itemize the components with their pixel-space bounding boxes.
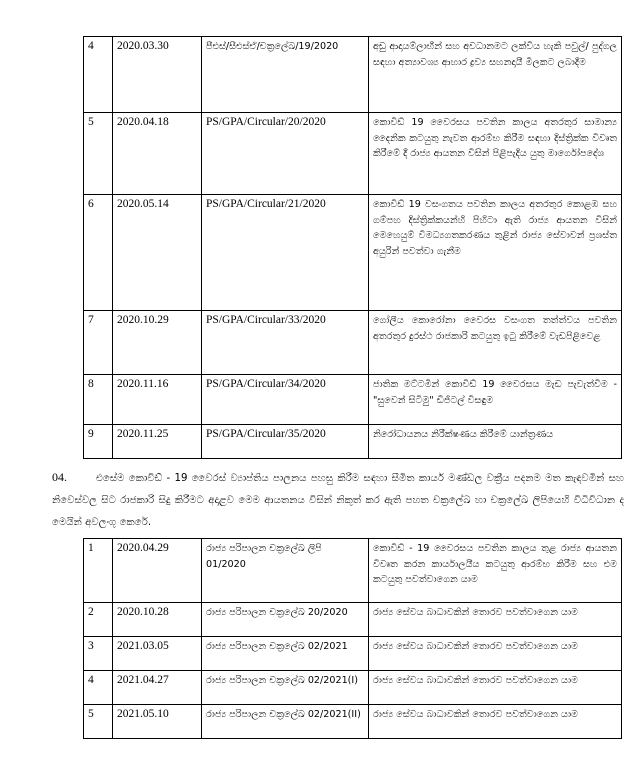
row-description: කොවිඩ් 19 වසංගතය පවතින කාලය අතරතුර කොළඹ සහ ගම්පහ දිස්ත්‍රික්කයන්හි පිහිටා ඇති රාජ්‍ය ආයතන විසින් මෙහෙයුම් විමධ්‍යගතකරණය තුළින් රාජ්‍ය සේවාවන් ප්‍රශස්ත අයුරින් පවත්වා ගැනීම	[369, 195, 622, 311]
table-row	[84, 637, 622, 671]
row-reference: රාජ්‍ය පරිපාලන චක්‍රලේඛ 20/2020	[202, 603, 369, 637]
row-date: 2020.10.28	[113, 603, 202, 637]
row-date: 2020.04.29	[113, 539, 202, 603]
circulars-table-1	[83, 36, 622, 459]
table-row	[84, 539, 622, 603]
table-row	[84, 113, 622, 195]
row-date: 2021.03.05	[113, 637, 202, 671]
row-date: 2020.11.25	[113, 425, 202, 459]
circulars-table-2	[83, 538, 622, 739]
table-row	[84, 37, 622, 113]
row-reference: PS/GPA/Circular/34/2020	[202, 375, 369, 425]
row-number: 6	[84, 195, 113, 311]
table-row	[84, 375, 622, 425]
row-description: රාජ්‍ය සේවය බාධාවකින් තොරව පවත්වාගෙන යාම	[369, 705, 622, 739]
row-date: 2021.04.27	[113, 671, 202, 705]
table-row	[84, 705, 622, 739]
table-row	[84, 671, 622, 705]
row-description: කොවිඩ් - 19 වෛරසය පවතින කාලය තුළ රාජ්‍ය ආයතන විවෘත කරන කාර්යාලයීය කටයුතු ආරම්භ කිරීම සහ එම කටයුතු පවත්වාගෙන යාම	[369, 539, 622, 603]
row-date: 2020.04.18	[113, 113, 202, 195]
row-description: රාජ්‍ය සේවය බාධාවකින් තොරව පවත්වාගෙන යාම	[369, 637, 622, 671]
row-description: ජාතික මට්ටමින් කොවිඩ් 19 වෛරසය මැඩ පැවැත්වීම - "සුවෙන් සිටිමු" ඩිජිටල් විසඳුම	[369, 375, 622, 425]
table-row	[84, 311, 622, 375]
row-reference: PS/GPA/Circular/20/2020	[202, 113, 369, 195]
paragraph-text: එසේම කොවිඩ් - 19 වෛරස් ව්‍යාප්තිය පාලනය පහසු කිරීම සඳහා සීමිත කාර්ය මණ්ඩල වක්‍රීය පදනම මත කැඳවමින් සහ නිවෙස්වල සිට රාජකාරි සිදු කිරීමට අදාළව මෙම ආයතනය විසින් නිකුත් කර ඇති පහත චක්‍රලේඛ හා චක්‍රලේඛ ලිපියෙහි විධිවිධාන ද මෙයින් අවලංගු කෙරේ.	[52, 473, 624, 528]
circulars-table-1-body	[84, 37, 622, 459]
row-reference: රාජ්‍ය පරිපාලන චක්‍රලේඛ 02/2021(I)	[202, 671, 369, 705]
row-description: ගෝලීය කොරෝනා වෛරස වසංගත තත්ත්වය පවතින අතරතුර දුරස්ථ රාජකාරි කටයුතු ඉටු කිරීමේ වැඩපිළිවෙළ	[369, 311, 622, 375]
row-description: නිරෝධායනය නිරීක්ෂණය කිරීමේ යාන්ත්‍රණය	[369, 425, 622, 459]
paragraph-number: 04.	[52, 470, 67, 484]
table-row	[84, 195, 622, 311]
table-row	[84, 425, 622, 459]
row-reference: PS/GPA/Circular/21/2020	[202, 195, 369, 311]
row-description: අඩු ආදායම්ලාභීන් සහ අවධානමට ලක්විය හැකි පවුල්/ පුද්ගල සඳහා අත්‍යාවශ්‍ය ආහාර ද්‍රව්‍ය සහනදායී මිලකට ලබාදීම	[369, 37, 622, 113]
row-number: 3	[84, 637, 113, 671]
row-reference: PS/GPA/Circular/33/2020	[202, 311, 369, 375]
row-date: 2020.05.14	[113, 195, 202, 311]
row-number: 1	[84, 539, 113, 603]
row-reference: රාජ්‍ය පරිපාලන චක්‍රලේඛ 02/2021(II)	[202, 705, 369, 739]
row-date: 2021.05.10	[113, 705, 202, 739]
row-date: 2020.10.29	[113, 311, 202, 375]
row-number: 2	[84, 603, 113, 637]
row-number: 5	[84, 705, 113, 739]
row-description: කොවිඩ් 19 වෛරසය පවතින කාලය අතරතුර සාමාන්‍ය දෛනික කටයුතු නැවත ආරම්භ කිරීම සඳහා දිස්ත්‍රික්ක විවෘත කිරීමේ දී රාජ්‍ය ආයතන විසින් පිළිපැදිය යුතු මාර්ගෝපදේශ	[369, 113, 622, 195]
table-row	[84, 603, 622, 637]
row-description: රාජ්‍ය සේවය බාධාවකින් තොරව පවත්වාගෙන යාම	[369, 603, 622, 637]
row-reference: PS/GPA/Circular/35/2020	[202, 425, 369, 459]
row-date: 2020.11.16	[113, 375, 202, 425]
row-reference: රාජ්‍ය පරිපාලන චක්‍රලේඛ ලිපි 01/2020	[202, 539, 369, 603]
row-number: 4	[84, 671, 113, 705]
row-description: රාජ්‍ය සේවය බාධාවකින් තොරව පවත්වාගෙන යාම	[369, 671, 622, 705]
row-number: 5	[84, 113, 113, 195]
row-number: 7	[84, 311, 113, 375]
row-reference: පීඑස්/සීඑස්ඒ/චක්‍රලේඛ/19/2020	[202, 37, 369, 113]
circulars-table-2-body	[84, 539, 622, 739]
row-reference: රාජ්‍ය පරිපාලන චක්‍රලේඛ 02/2021	[202, 637, 369, 671]
row-number: 4	[84, 37, 113, 113]
paragraph-04	[52, 466, 624, 534]
row-number: 8	[84, 375, 113, 425]
row-date: 2020.03.30	[113, 37, 202, 113]
row-number: 9	[84, 425, 113, 459]
